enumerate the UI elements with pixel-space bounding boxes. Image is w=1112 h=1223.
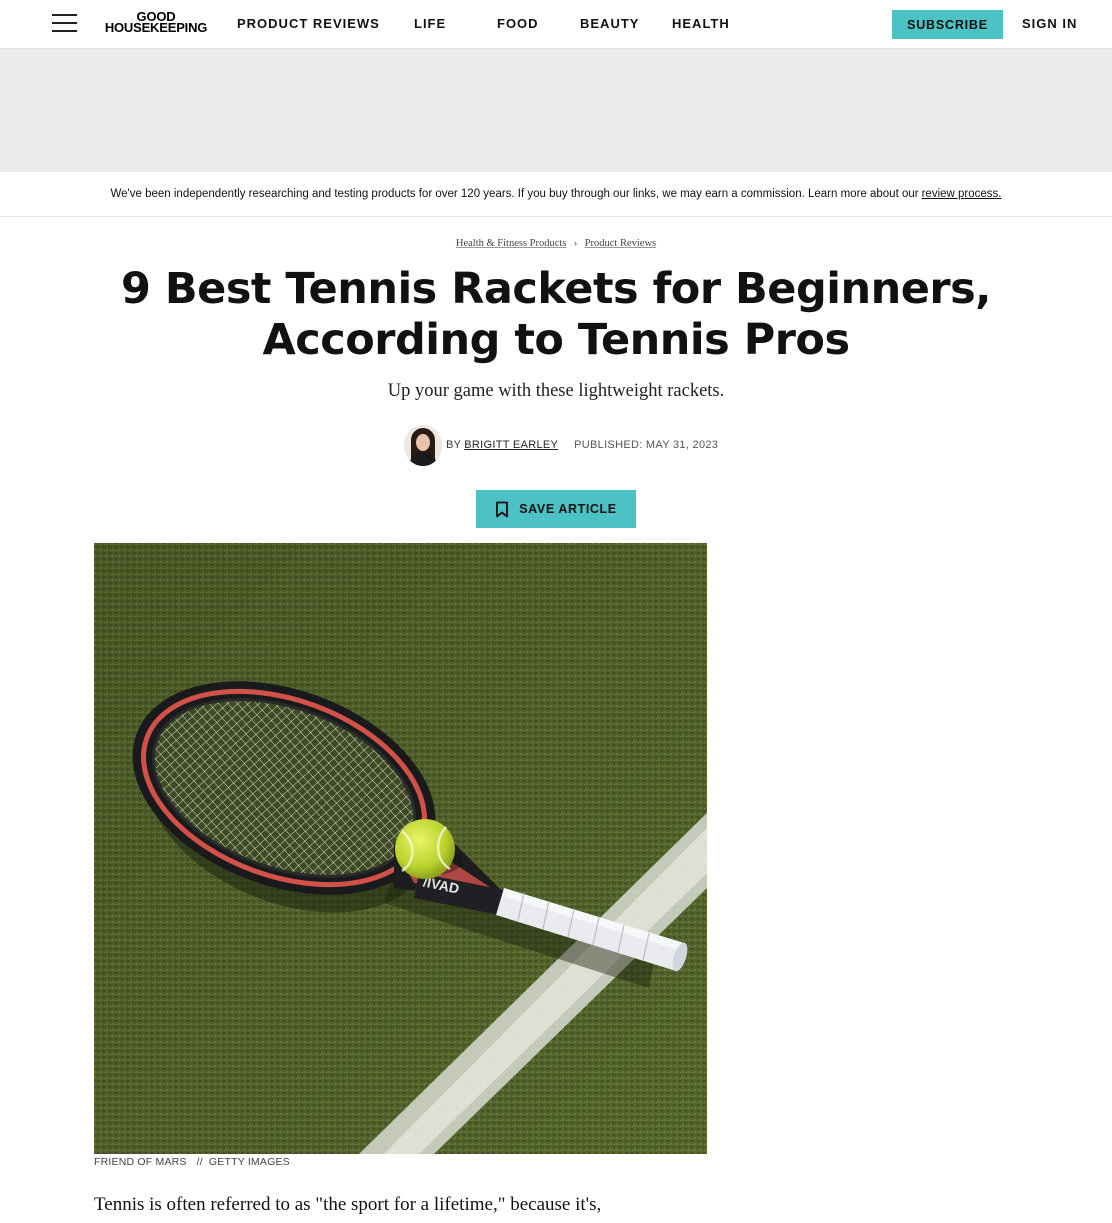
- image-credit: [94, 1156, 290, 1168]
- logo-line-2: HOUSEKEEPING: [104, 20, 208, 35]
- byline: [404, 424, 718, 466]
- article-dek: Up your game with these lightweight rackets.: [387, 381, 725, 401]
- site-header: [0, 0, 1112, 49]
- site-logo[interactable]: [99, 11, 213, 33]
- save-article-label: SAVE ARTICLE: [519, 502, 617, 516]
- breadcrumb-product-reviews[interactable]: Product Reviews: [584, 238, 657, 249]
- nav-food[interactable]: FOOD: [497, 16, 539, 31]
- author-avatar[interactable]: [404, 425, 442, 466]
- breadcrumb: [0, 238, 1112, 249]
- affiliate-disclosure: [0, 172, 1112, 217]
- author-link[interactable]: BRIGITT EARLEY: [464, 439, 559, 451]
- published-date: PUBLISHED: MAY 31, 2023: [574, 439, 719, 451]
- menu-icon[interactable]: [52, 12, 78, 34]
- credit-photographer: FRIEND OF MARS: [94, 1156, 187, 1168]
- save-article-button[interactable]: [476, 490, 636, 528]
- ad-banner: [0, 49, 1112, 172]
- page-title: 9 Best Tennis Rackets for Beginners, According to Tennis Pros: [120, 264, 991, 365]
- svg-text:/IVAD: /IVAD: [421, 873, 461, 897]
- credit-agency: GETTY IMAGES: [208, 1156, 290, 1168]
- logo-line-1: GOOD: [136, 9, 176, 24]
- nav-product-reviews[interactable]: PRODUCT REVIEWS: [237, 16, 380, 31]
- sign-in-link[interactable]: SIGN IN: [1022, 16, 1078, 31]
- breadcrumb-separator: ›: [574, 238, 578, 248]
- subscribe-button[interactable]: SUBSCRIBE: [892, 10, 1003, 39]
- hero-image: [94, 543, 707, 1154]
- bookmark-icon: [495, 501, 509, 518]
- nav-beauty[interactable]: BEAUTY: [580, 16, 640, 31]
- nav-life[interactable]: LIFE: [414, 16, 447, 31]
- article-body-paragraph: Tennis is often referred to as "the sport for a lifetime," because it's,: [94, 1194, 602, 1215]
- credit-separator: //: [196, 1156, 203, 1168]
- nav-health[interactable]: HEALTH: [672, 16, 730, 31]
- breadcrumb-health-fitness[interactable]: Health & Fitness Products: [455, 238, 567, 249]
- review-process-link[interactable]: review process.: [921, 188, 1002, 200]
- by-label: BY: [446, 439, 462, 451]
- disclosure-text: We've been independently researching and testing products for over 120 years. If you buy through our links, we may earn a commission. Learn more about our: [110, 188, 919, 200]
